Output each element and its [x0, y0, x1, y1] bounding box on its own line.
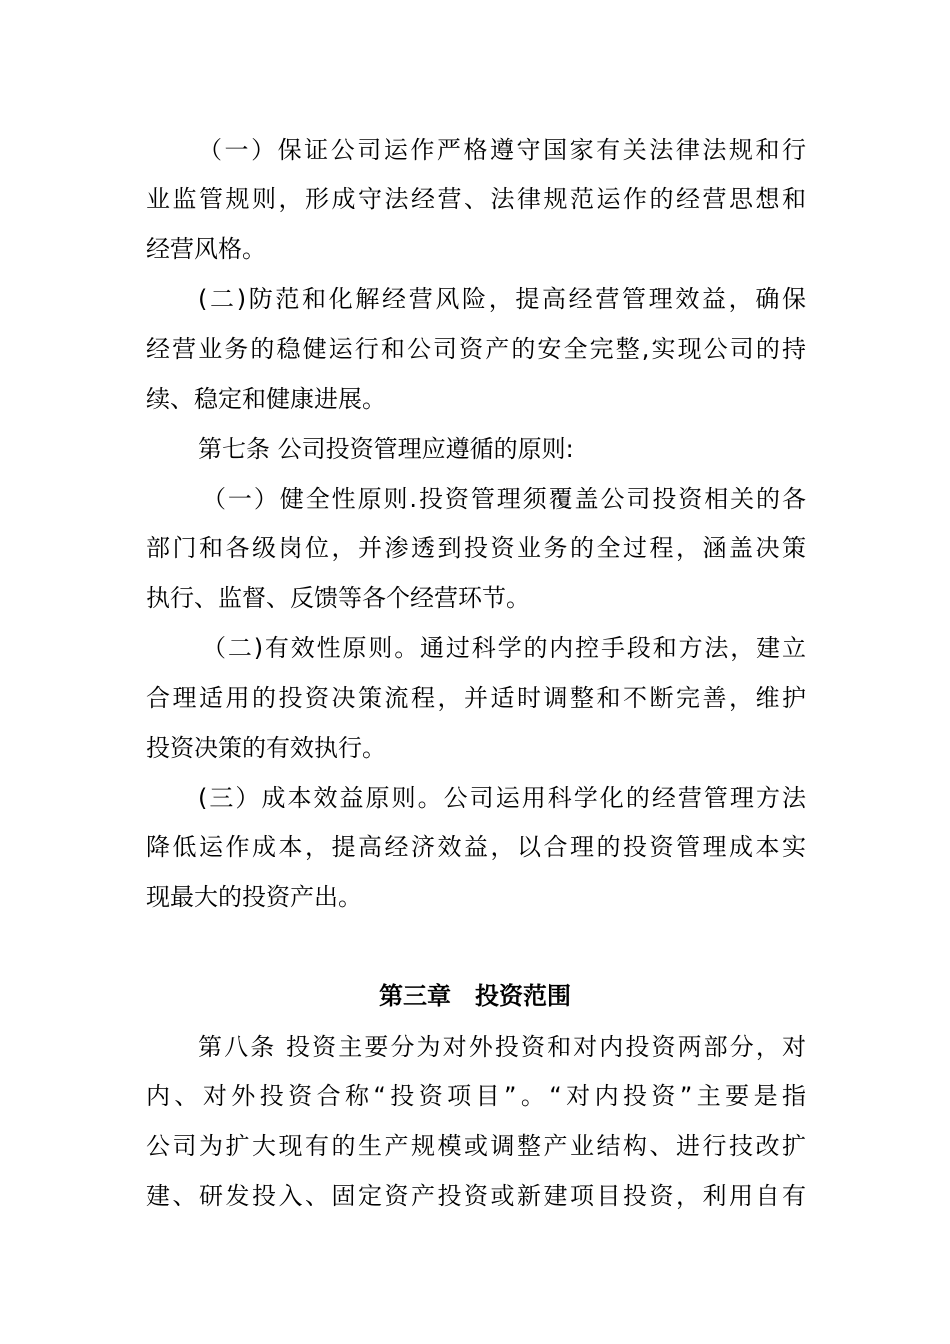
paragraph-line: 经营风格。 — [146, 235, 266, 263]
paragraph-line: 业监管规则，形成守法经营、法律规范运作的经营思想和 — [146, 185, 806, 213]
paragraph-line: (三）成本效益原则。公司运用科学化的经营管理方法 — [198, 784, 806, 812]
paragraph-line: （一）保证公司运作严格遵守国家有关法律法规和行 — [198, 136, 806, 164]
paragraph-line: 建、研发投入、固定资产投资或新建项目投资，利用自有 — [146, 1182, 806, 1210]
paragraph-line: 降低运作成本，提高经济效益，以合理的投资管理成本实 — [146, 833, 806, 861]
chapter-heading: 第三章 投资范围 — [379, 982, 571, 1010]
article-heading: 第七条 公司投资管理应遵循的原则: — [198, 435, 574, 463]
paragraph-line: （一）健全性原则.投资管理须覆盖公司投资相关的各 — [202, 485, 806, 513]
paragraph-line: 现最大的投资产出。 — [146, 883, 362, 911]
paragraph-line: （二)有效性原则。通过科学的内控手段和方法，建立 — [202, 634, 806, 662]
paragraph-line: 续、稳定和健康进展。 — [146, 385, 386, 413]
paragraph-line: 公司为扩大现有的生产规模或调整产业结构、进行技改扩 — [146, 1132, 806, 1160]
paragraph-line: 第八条 投资主要分为对外投资和对内投资两部分，对 — [198, 1033, 806, 1061]
paragraph-line: 执行、监督、反馈等各个经营环节。 — [146, 584, 530, 612]
paragraph-line: 经营业务的稳健运行和公司资产的安全完整,实现公司的持 — [146, 335, 806, 363]
paragraph-line: 合理适用的投资决策流程，并适时调整和不断完善，维护 — [146, 684, 806, 712]
paragraph-line: 内、对外投资合称“投资项目”。“对内投资”主要是指 — [146, 1082, 806, 1110]
paragraph-line: 投资决策的有效执行。 — [146, 734, 386, 762]
paragraph-line: 部门和各级岗位，并渗透到投资业务的全过程，涵盖决策 — [146, 534, 806, 562]
paragraph-line: (二)防范和化解经营风险，提高经营管理效益，确保 — [198, 285, 806, 313]
